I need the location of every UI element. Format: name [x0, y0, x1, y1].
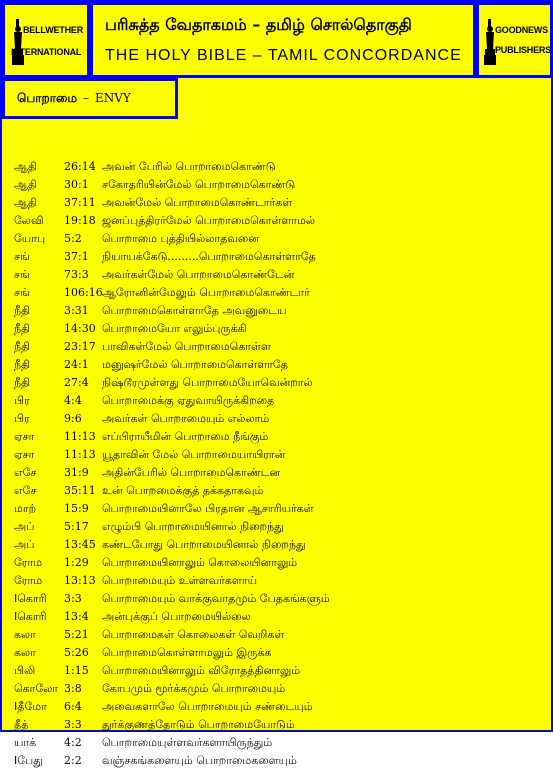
entry-reference: 24:1 — [64, 358, 89, 371]
entry-book: நீதி — [14, 358, 31, 371]
entry-book: ரோம — [14, 574, 43, 587]
entry-text: பொறாமையோ எலும்புருக்கி — [102, 322, 247, 335]
entry-text: நியாயக்கேடு.........பொறாமைகொள்ளாதே — [102, 250, 316, 263]
entry-reference: 9:6 — [64, 412, 82, 425]
entry-reference: 4:2 — [64, 736, 82, 749]
entry-reference: 31:9 — [64, 466, 89, 479]
entry-reference: 13:4 — [64, 610, 89, 623]
entry-reference: 3:3 — [64, 718, 82, 731]
entry-book: Iபேது — [14, 754, 43, 767]
entry-text: அவன்மேல் பொறாமைகொண்டார்கள் — [102, 196, 293, 209]
entry-text: துர்க்குணத்தோடும் பொறாமையோடும் — [102, 718, 295, 731]
entry-text: பொறாமைகொள்ளாமலும் இருக்க — [102, 646, 272, 659]
entry-book: ஏசா — [14, 448, 35, 461]
entry-text: கண்டபோது பொறாமையினால் நிறைந்து — [102, 538, 306, 551]
entry-reference: 3:3 — [64, 592, 82, 605]
entry-reference: 30:1 — [64, 178, 89, 191]
entry-text: பொறாமையுள்ளவர்களாயிருந்தும் — [102, 736, 273, 749]
entry-reference: 27:4 — [64, 376, 89, 389]
entry-reference: 3:31 — [64, 304, 89, 317]
entry-book: மாற் — [14, 502, 37, 515]
entry-book: சங் — [14, 250, 30, 263]
entry-reference: 5:17 — [64, 520, 89, 533]
entry-book: நீதி — [14, 304, 31, 317]
entry-text: பொறாமைக்கு ஏதுவாயிருக்கிறதை — [102, 394, 275, 407]
entry-book: யோபு — [14, 232, 46, 245]
entry-text: பாவிகள்மேல் பொறாமைகொள்ள — [102, 340, 271, 353]
entry-book: பிர — [14, 412, 30, 425]
entry-book: சங் — [14, 268, 30, 281]
entry-reference: 37:1 — [64, 250, 89, 263]
entry-text: அதின்பேரில் பொறாமைகொண்டன — [102, 466, 281, 479]
entry-book: எசே — [14, 484, 37, 497]
title-english: THE HOLY BIBLE – TAMIL CONCORDANCE — [105, 47, 462, 64]
entry-reference: 11:13 — [64, 430, 96, 443]
entry-text: சகோதரியின்மேல் பொறாமைகொண்டு — [102, 178, 296, 191]
entry-text: வஞ்சகங்களையும் பொறாமைகளையும் — [102, 754, 297, 767]
entry-reference: 11:13 — [64, 448, 96, 461]
entry-reference: 2:2 — [64, 754, 82, 767]
title-box — [90, 2, 476, 78]
entry-text: அவர்கள்மேல் பொறாமைகொண்டேன் — [102, 268, 295, 281]
entry-book: Iகொரி — [14, 610, 47, 623]
entry-reference: 3:8 — [64, 682, 82, 695]
bellwether-logo-line1: BELLWETHER — [23, 25, 83, 35]
entry-book: கலா — [14, 646, 36, 659]
entry-reference: 23:17 — [64, 340, 96, 353]
entry-book: யாக் — [14, 736, 37, 749]
topic-heading — [17, 91, 131, 107]
topic-box — [2, 78, 178, 119]
entry-text: பொறாமையினாலே பிரதான ஆசாரியர்கள் — [102, 502, 314, 515]
entry-book: லேவி — [14, 214, 44, 227]
entry-text: பொறாமையும் உள்ளவர்களாய் — [102, 574, 258, 587]
entry-text: பொறாமைகொள்ளாதே அவனுடைய — [102, 304, 287, 317]
entry-book: கலா — [14, 628, 36, 641]
topic-separator: – — [83, 91, 89, 105]
entry-reference: 1:15 — [64, 664, 89, 677]
topic-english: ENVY — [95, 91, 131, 105]
goodnews-logo-box — [476, 2, 553, 78]
entry-text: அன்புக்குப் பொறமையில்லை — [102, 610, 251, 623]
entry-book: சங் — [14, 286, 30, 299]
entry-text: ஆரோனின்மேலும் பொறாமைகொண்டார் — [102, 286, 310, 299]
goodnews-logo-line2: PUBLISHERS — [495, 45, 552, 55]
entry-book: எசே — [14, 466, 37, 479]
entry-reference: 5:26 — [64, 646, 89, 659]
bellwether-logo — [5, 5, 87, 75]
entry-book: நீதி — [14, 322, 31, 335]
entry-text: யூதாவின் மேல் பொறாமையாயிரான் — [102, 448, 286, 461]
goodnews-logo-line1: GOODNEWS — [495, 25, 548, 35]
entry-book: ஆதி — [14, 196, 37, 209]
entry-reference: 6:4 — [64, 700, 82, 713]
entry-book: பிலி — [14, 664, 36, 677]
entry-text: ஜனப்புத்திரர்மேல் பொறாமைகொள்ளாமல் — [102, 214, 316, 227]
entry-book: ஆதி — [14, 178, 37, 191]
entry-reference: 13:13 — [64, 574, 96, 587]
entry-text: பொறாமைகள் கொலைகள் வெறிகள் — [102, 628, 285, 641]
entry-reference: 13:45 — [64, 538, 96, 551]
entry-book: ஏசா — [14, 430, 35, 443]
entry-text: பொறாமையினாலும் கொலையினாலும் — [102, 556, 298, 569]
entry-book: பிர — [14, 394, 30, 407]
entry-text: கோபமும் மூர்க்கமும் பொறாமையும் — [102, 682, 286, 695]
entry-reference: 19:18 — [64, 214, 96, 227]
entry-book: நீதி — [14, 340, 31, 353]
entry-book: அப் — [14, 538, 35, 551]
entry-text: உன் பொறமைக்குத் தக்கதாகவும் — [102, 484, 264, 497]
entry-text: நிஷ்டூரமுள்ளது பொறாமையோவென்றால் — [102, 376, 313, 389]
goodnews-logo — [479, 5, 550, 75]
entry-reference: 73:3 — [64, 268, 89, 281]
entry-book: Iகொரி — [14, 592, 47, 605]
entry-text: மனுஷர்மேல் பொறாமைகொள்ளாதே — [102, 358, 288, 371]
entry-text: பொறாமையும் வாக்குவாதமும் பேதகங்களும் — [102, 592, 330, 605]
entry-text: அவைகளாலே பொறாமையும் சண்டையும் — [102, 700, 313, 713]
entry-book: கொலோ — [14, 682, 59, 695]
entry-reference: 5:21 — [64, 628, 89, 641]
entry-text: எழும்பி பொறாமையினால் நிறைந்து — [102, 520, 284, 533]
entry-reference: 37:11 — [64, 196, 96, 209]
bellwether-logo-line2: INTERNATIONAL — [11, 47, 82, 57]
entry-text: பொறாமையினாலும் விரோதத்தினாலும் — [102, 664, 301, 677]
entry-book: Iதீமோ — [14, 700, 47, 713]
entry-reference: 1:29 — [64, 556, 89, 569]
entry-reference: 35:11 — [64, 484, 96, 497]
entry-text: அவன் பேரில் பொறாமைகொண்டு — [102, 160, 276, 173]
entry-book: ரோம — [14, 556, 43, 569]
entry-book: தீத் — [14, 718, 29, 731]
entry-book: அப் — [14, 520, 35, 533]
entry-reference: 106:16 — [64, 286, 103, 299]
entry-text: எப்பிராயீமின் பொறாமை நீங்கும் — [102, 430, 269, 443]
entry-reference: 14:30 — [64, 322, 96, 335]
entry-reference: 5:2 — [64, 232, 82, 245]
topic-tamil: பொறாமை — [17, 91, 77, 105]
title-tamil: பரிசுத்த வேதாகமம் – தமிழ் சொல்தொகுதி — [105, 15, 412, 34]
entry-text: பொறாமை புத்தியில்லாதவனை — [102, 232, 259, 245]
entry-text: அவர்கள் பொறாமையும் எல்லாம் — [102, 412, 270, 425]
entry-reference: 15:9 — [64, 502, 89, 515]
entry-reference: 26:14 — [64, 160, 96, 173]
entry-book: நீதி — [14, 376, 31, 389]
entry-reference: 4:4 — [64, 394, 82, 407]
entry-book: ஆதி — [14, 160, 37, 173]
bellwether-logo-box — [2, 2, 90, 78]
